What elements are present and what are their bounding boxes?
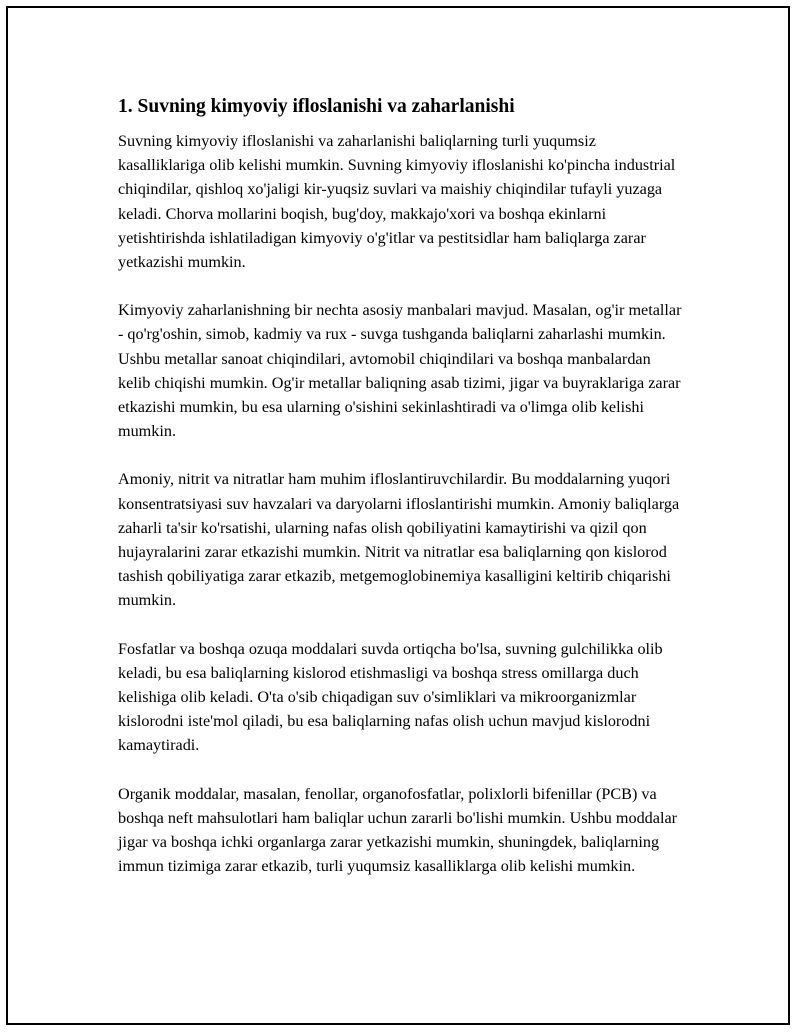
section-heading: 1. Suvning kimyoviy ifloslanishi va zaharlanishi: [118, 96, 515, 117]
document-body: [118, 95, 684, 902]
paragraph: Kimyoviy zaharlanishning bir nechta asosiy manbalari mavjud. Masalan, og'ir metallar - qo'rg'oshin, simob, kadmiy va rux - suvga tushganda baliqlarni zaharlashi mumkin. Ushbu metallar sanoat chiqindilari, avtomobil chiqindilari va boshqa manbalardan kelib chiqishi mumkin. Og'ir metallar baliqning asab tizimi, jigar va buyraklariga zarar etkazishi mumkin, bu esa ularning o'sishini sekinlashtiradi va o'limga olib kelishi mumkin.: [118, 301, 682, 441]
paragraph: Amoniy, nitrit va nitratlar ham muhim ifloslantiruvchilardir. Bu moddalarning yuqori konsentratsiyasi suv havzalari va daryolarni ifloslantirishi mumkin. Amoniy baliqlarga zaharli ta'sir ko'rsatishi, ularning nafas olish qobiliyatini kamaytirishi va qizil qon hujayralarini zarar etkazishi mumkin. Nitrit va nitratlar esa baliqlarning qon kislorod tashish qobiliyatiga zarar etkazib, metgemoglobinemiya kasalligini keltirib chiqarishi mumkin.: [118, 470, 680, 610]
paragraph: Suvning kimyoviy ifloslanishi va zaharlanishi baliqlarning turli yuqumsiz kasalliklariga olib kelishi mumkin. Suvning kimyoviy ifloslanishi ko'pincha industrial chiqindilar, qishloq xo'jaligi kir-yuqsiz suvlari va maishiy chiqindilar tufayli yuzaga keladi. Chorva mollarini boqish, bug'doy, makkajo'xori va boshqa ekinlarni yetishtirishda ishlatiladigan kimyoviy o'g'itlar va pestitsidlar ham baliqlarga zarar yetkazishi mumkin.: [118, 132, 676, 272]
paragraph: Fosfatlar va boshqa ozuqa moddalari suvda ortiqcha bo'lsa, suvning gulchilikka olib keladi, bu esa baliqlarning kislorod etishmasligi va boshqa stress omillarga duch kelishiga olib keladi. O'ta o'sib chiqadigan suv o'simliklari va mikroorganizmlar kislorodni iste'mol qiladi, bu esa baliqlarning nafas olish uchun mavjud kislorodni kamaytiradi.: [118, 639, 663, 755]
paragraph: Organik moddalar, masalan, fenollar, organofosfatlar, polixlorli bifenillar (PCB) va boshqa neft mahsulotlari ham baliqlar uchun zararli bo'lishi mumkin. Ushbu moddalar jigar va boshqa ichki organlarga zarar yetkazishi mumkin, shuningdek, baliqlarning immun tizimiga zarar etkazib, turli yuqumsiz kasalliklarga olib kelishi mumkin.: [118, 784, 678, 876]
